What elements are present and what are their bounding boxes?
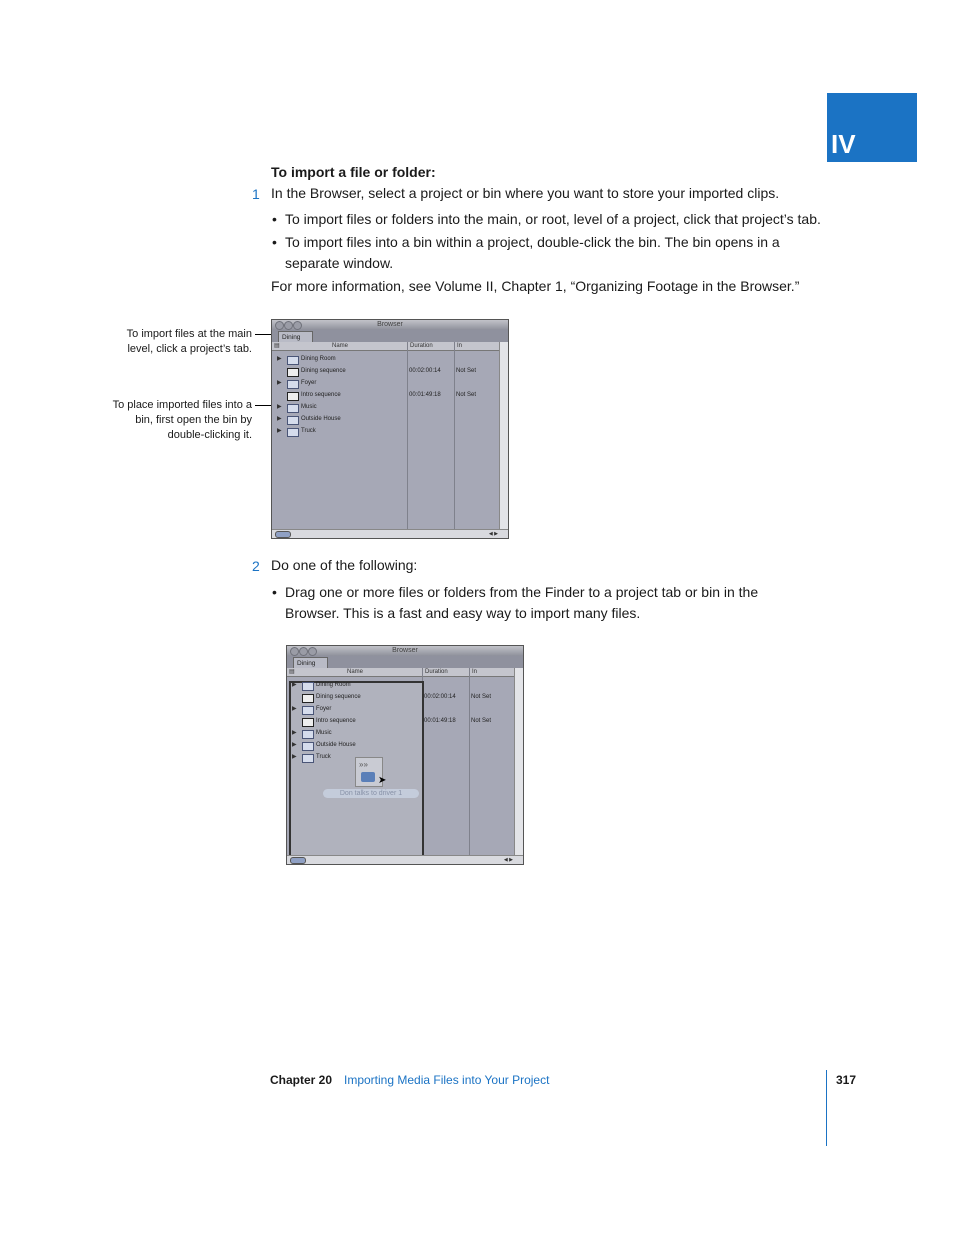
step-1-text: In the Browser, select a project or bin where you want to store your imported clips. — [271, 185, 780, 201]
browser-titlebar — [287, 646, 523, 656]
bin-icon — [302, 730, 314, 739]
tab-dining[interactable]: Dining — [293, 657, 328, 669]
list-item[interactable] — [272, 353, 500, 365]
column-name[interactable]: Name — [347, 669, 364, 675]
browser-title: Browser — [392, 647, 418, 654]
list-item[interactable] — [287, 703, 515, 715]
section-tab — [827, 93, 917, 162]
close-button[interactable] — [290, 647, 299, 656]
disclosure-triangle-icon[interactable]: ▶ — [277, 428, 282, 434]
item-name: Dining Room — [301, 356, 336, 362]
item-duration: 00:02:00:14 — [409, 368, 441, 374]
disclosure-triangle-icon[interactable]: ▶ — [277, 404, 282, 410]
list-item[interactable] — [272, 401, 500, 413]
column-header — [272, 342, 500, 351]
callout-bin: To place imported files into a bin, first open the bin by double-clicking it. — [112, 399, 252, 441]
tab-dining[interactable]: Dining — [278, 331, 313, 343]
minimize-button[interactable] — [299, 647, 308, 656]
clip-thumbnail — [361, 772, 375, 782]
scroll-arrows-icon[interactable]: ◀ ▶ — [503, 857, 513, 863]
cursor-arrow-icon: ➤ — [378, 775, 387, 786]
item-name: Dining sequence — [316, 694, 361, 700]
bin-icon — [287, 428, 299, 437]
drag-label: Don talks to driver 1 — [323, 789, 419, 798]
browser-titlebar — [272, 320, 508, 330]
list-item[interactable] — [287, 679, 515, 691]
clapper-icon: ▤ — [274, 343, 280, 349]
step-number-1: 1 — [252, 186, 260, 202]
step-1-bullet-1: • To import files or folders into the main, or root, level of a project, click that project’s tab. — [272, 211, 821, 227]
vertical-scrollbar[interactable] — [499, 342, 508, 530]
scroll-thumb[interactable] — [290, 857, 306, 864]
bin-icon — [287, 380, 299, 389]
callout-project-tab: To import files at the main level, click a project’s tab. — [126, 328, 252, 355]
sequence-icon — [302, 694, 314, 703]
footer-divider — [826, 1070, 827, 1146]
close-button[interactable] — [275, 321, 284, 330]
item-duration: 00:02:00:14 — [424, 694, 456, 700]
disclosure-triangle-icon[interactable]: ▶ — [277, 356, 282, 362]
sequence-icon — [287, 368, 299, 377]
item-name: Dining sequence — [301, 368, 346, 374]
clapper-icon: »» — [359, 760, 368, 769]
scroll-thumb[interactable] — [275, 531, 291, 538]
bin-icon — [287, 356, 299, 365]
column-duration[interactable]: Duration — [425, 669, 448, 675]
item-in: Not Set — [471, 718, 492, 724]
list-item[interactable] — [272, 425, 500, 437]
minimize-button[interactable] — [284, 321, 293, 330]
disclosure-triangle-icon[interactable]: ▶ — [292, 754, 297, 760]
step-2-text: Do one of the following: — [271, 557, 418, 573]
page-number: 317 — [836, 1073, 857, 1087]
list-item[interactable] — [287, 691, 515, 703]
section-tab-label: IV — [831, 129, 856, 159]
browser-window-figure-1 — [271, 319, 509, 539]
item-name: Truck — [301, 428, 316, 434]
footer-chapter: Chapter 20 — [270, 1073, 333, 1087]
bin-icon — [302, 682, 314, 691]
column-name[interactable]: Name — [332, 343, 349, 349]
zoom-button[interactable] — [293, 321, 302, 330]
column-header — [287, 668, 515, 677]
item-in: Not Set — [456, 368, 477, 374]
tab-bar — [287, 656, 523, 668]
disclosure-triangle-icon[interactable]: ▶ — [277, 380, 282, 386]
more-info-text: For more information, see Volume II, Chapter 1, “Organizing Footage in the Browser.” — [271, 278, 800, 294]
list-item[interactable] — [272, 413, 500, 425]
disclosure-triangle-icon[interactable]: ▶ — [292, 706, 297, 712]
bin-icon — [302, 706, 314, 715]
disclosure-triangle-icon[interactable]: ▶ — [292, 730, 297, 736]
bin-icon — [302, 754, 314, 763]
item-duration: 00:01:49:18 — [424, 718, 456, 724]
browser-title: Browser — [377, 321, 403, 328]
item-name: Foyer — [316, 706, 332, 712]
item-name: Music — [301, 404, 317, 410]
bin-icon — [287, 416, 299, 425]
column-duration[interactable]: Duration — [410, 343, 433, 349]
item-name: Dining Room — [316, 682, 351, 688]
item-name: Intro sequence — [316, 718, 356, 724]
disclosure-triangle-icon[interactable]: ▶ — [292, 742, 297, 748]
list-item[interactable] — [287, 727, 515, 739]
horizontal-scrollbar[interactable] — [287, 855, 523, 864]
list-item[interactable] — [287, 739, 515, 751]
disclosure-triangle-icon[interactable]: ▶ — [277, 416, 282, 422]
column-in[interactable]: In — [457, 343, 463, 349]
item-duration: 00:01:49:18 — [409, 392, 441, 398]
bin-icon — [302, 742, 314, 751]
step-1-bullet-2: • To import files into a bin within a project, double-click the bin. The bin opens in a separate window. — [272, 234, 780, 271]
bin-icon — [287, 404, 299, 413]
tab-bar — [272, 330, 508, 342]
bullet-text: Drag one or more files or folders from the Finder to a project tab or bin in the Browser. This is a fast and easy way to import many files. — [285, 584, 759, 621]
item-name: Music — [316, 730, 332, 736]
procedure-heading: To import a file or folder: — [271, 164, 436, 180]
horizontal-scrollbar[interactable] — [272, 529, 508, 538]
sequence-icon — [287, 392, 299, 401]
footer-chapter-title[interactable]: Importing Media Files into Your Project — [344, 1073, 550, 1087]
item-name: Foyer — [301, 380, 317, 386]
item-in: Not Set — [471, 694, 492, 700]
list-item[interactable] — [287, 715, 515, 727]
item-name: Intro sequence — [301, 392, 341, 398]
browser-window-figure-2 — [286, 645, 524, 865]
item-name: Outside House — [301, 416, 341, 422]
list-item[interactable] — [272, 389, 500, 401]
list-item[interactable] — [287, 751, 515, 763]
item-name: Outside House — [316, 742, 356, 748]
clapper-icon: ▤ — [289, 669, 295, 675]
sequence-icon — [302, 718, 314, 727]
bullet-text: To import files into a bin within a project, double-click the bin. The bin opens in a separate window. — [285, 234, 780, 271]
step-number-2: 2 — [252, 558, 260, 574]
bullet-text: To import files or folders into the main, or root, level of a project, click that project’s tab. — [285, 211, 821, 227]
scroll-arrows-icon[interactable]: ◀ ▶ — [488, 531, 498, 537]
list-item[interactable] — [272, 365, 500, 377]
list-item[interactable] — [272, 377, 500, 389]
vertical-scrollbar[interactable] — [514, 668, 523, 856]
column-in[interactable]: In — [472, 669, 478, 675]
item-in: Not Set — [456, 392, 477, 398]
disclosure-triangle-icon[interactable]: ▶ — [292, 682, 297, 688]
step-2-bullet-1: • Drag one or more files or folders from the Finder to a project tab or bin in the Browser. This is a fast and easy way to import many files. — [272, 584, 759, 621]
zoom-button[interactable] — [308, 647, 317, 656]
item-name: Truck — [316, 754, 331, 760]
